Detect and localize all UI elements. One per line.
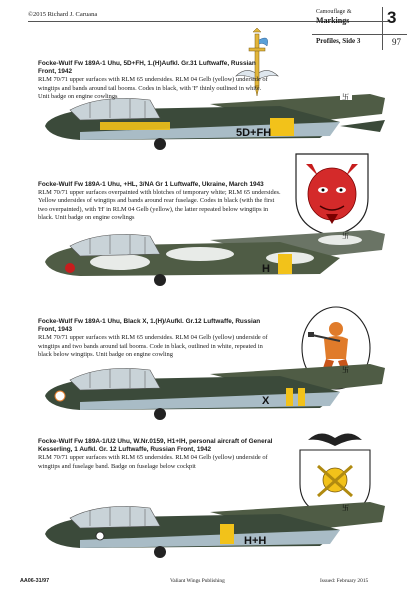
fuselage-code-1: 5D+FH	[236, 127, 272, 139]
fuselage-code-2: H	[262, 263, 270, 275]
footer-issued: Issued: February 2015	[320, 578, 369, 584]
profile-desc-1: RLM 70/71 upper surfaces with RLM 65 undersides. RLM 04 Gelb (yellow) underside of wingtips and bands around tail booms. Codes in black, with 'F' thinly outlined in white. Unit badge on engine cowlings	[38, 76, 268, 100]
aircraft-profile-2	[40, 228, 400, 288]
profile-title-4: Focke-Wulf Fw 189A-1/U2 Uhu, W.Nr.0159, H1+IH, personal aircraft of General Kesserling, 1 Aufkl. Gr. 12 Luftwaffe, Russian Front, 1942	[38, 438, 273, 454]
profile-caption-4	[38, 438, 278, 471]
profile-desc-4: RLM 70/71 upper surfaces with RLM 65 undersides. RLM 04 Gelb (yellow) underside of wingtips and fuselage band. Badge on fuselage below cockpit	[38, 454, 268, 470]
footer-ref: AA06-31/97	[20, 578, 50, 584]
category-line1: Camouflage &	[316, 9, 352, 15]
svg-text:卐: 卐	[342, 232, 349, 240]
profile-caption-3	[38, 318, 268, 359]
svg-text:卐: 卐	[342, 504, 349, 512]
page-number: 97	[392, 37, 401, 47]
aircraft-profile-4	[40, 500, 400, 560]
section-number: 3	[387, 8, 397, 27]
fuselage-code-3: X	[262, 395, 270, 407]
profile-caption-1	[38, 60, 268, 101]
aircraft-profile-3	[40, 362, 400, 422]
svg-text:卐: 卐	[342, 93, 349, 101]
profile-desc-2: RLM 70/71 upper surfaces overpainted with blotches of temporary white; RLM 65 undersides. Yellow undersides of wingtips and bands around rear fuselage. Codes in black (with the first two overpainted), with 'H' in RLM 04 Gelb (yellow), the latter repeated below wingtips in black. Unit badge on engine cowlings	[38, 189, 281, 221]
profile-desc-3: RLM 70/71 upper surfaces with RLM 65 undersides. RLM 04 Gelb (yellow) underside of wingtips and two bands around tail booms. Code in black, outlined in white, repeated in black below wingtips. Unit badge on engine cowling	[38, 334, 268, 358]
subsection-title: Profiles, Side 3	[316, 37, 361, 45]
svg-text:卐: 卐	[342, 366, 349, 374]
category-line2: Markings	[316, 16, 350, 25]
profile-title-2: Focke-Wulf Fw 189A-1 Uhu, +HL, 3/NA Gr 1 Luftwaffe, Ukraine, March 1943	[38, 181, 264, 188]
footer-publisher: Valiant Wings Publishing	[170, 578, 225, 584]
fuselage-code-4: H+H	[244, 535, 267, 547]
profile-title-3: Focke-Wulf Fw 189A-1 Uhu, Black X, 1.(H)/Aufkl. Gr.12 Luftwaffe, Russian Front, 1943	[38, 318, 261, 334]
unit-badge-devil-icon	[292, 150, 372, 238]
copyright-notice: ©2015 Richard J. Caruana	[28, 11, 98, 18]
section-header-box	[312, 7, 407, 50]
profile-title-1: Focke-Wulf Fw 189A-1 Uhu, 5D+FH, 1.(H)Aufkl. Gr.31 Luftwaffe, Russian Front, 1942	[38, 60, 256, 76]
profile-caption-2	[38, 181, 283, 222]
